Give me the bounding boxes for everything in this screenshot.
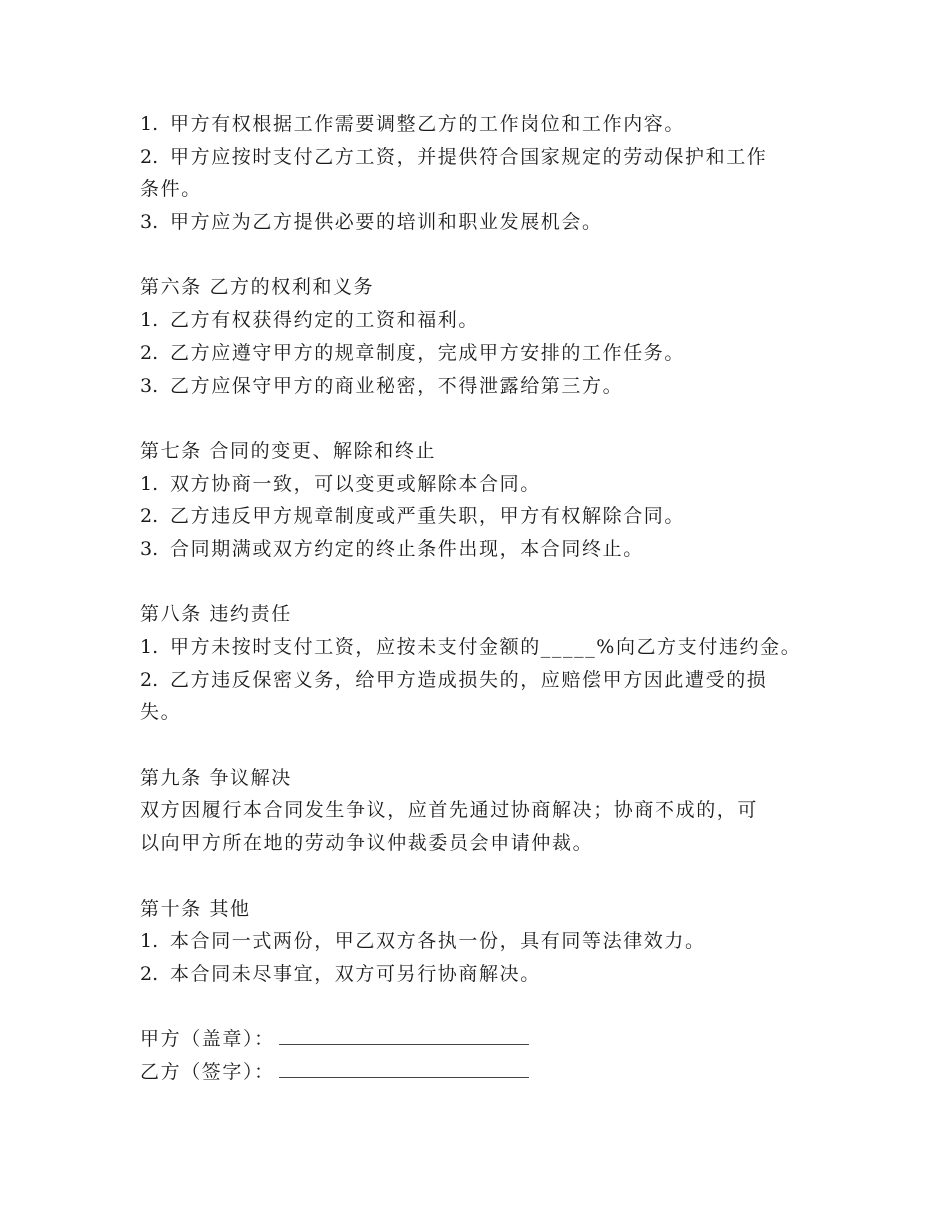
section-gap: [140, 566, 840, 599]
section-gap: [140, 729, 840, 762]
section-gap: [140, 991, 840, 1024]
list-item: 1. 本合同一式两份，甲乙双方各执一份，具有同等法律效力。: [140, 930, 706, 953]
list-item: 2. 乙方违反保密义务，给甲方造成损失的，应赔偿甲方因此遭受的损: [140, 668, 768, 691]
signature-party-a: 甲方（盖章）：: [140, 1023, 840, 1056]
list-item: 2. 乙方应遵守甲方的规章制度，完成甲方安排的工作任务。: [140, 341, 686, 364]
section-heading: 第八条 违约责任: [140, 603, 292, 626]
list-item: 2. 甲方应按时支付乙方工资，并提供符合国家规定的劳动保护和工作: [140, 145, 768, 168]
list-item-continuation: 失。: [140, 701, 182, 724]
section-gap: [140, 860, 840, 893]
list-item: 2. 本合同未尽事宜，双方可另行协商解决。: [140, 962, 541, 985]
list-item: 3. 乙方应保守甲方的商业秘密，不得泄露给第三方。: [140, 374, 624, 397]
section-gap: [140, 239, 840, 272]
section-gap: [140, 402, 840, 435]
list-item: 2. 乙方违反甲方规章制度或严重失职，甲方有权解除合同。: [140, 505, 686, 528]
paragraph-line: 以向甲方所在地的劳动争议仲裁委员会申请仲裁。: [140, 832, 594, 855]
paragraph-line: 双方因履行本合同发生争议，应首先通过协商解决；协商不成的，可: [140, 799, 759, 822]
section-heading: 第六条 乙方的权利和义务: [140, 276, 375, 299]
section-heading: 第十条 其他: [140, 897, 251, 920]
list-item: 1. 甲方有权根据工作需要调整乙方的工作岗位和工作内容。: [140, 113, 686, 135]
list-item-continuation: 条件。: [140, 178, 202, 201]
list-item: 1. 乙方有权获得约定的工资和福利。: [140, 309, 480, 332]
list-item: 1. 甲方未按时支付工资，应按未支付金额的_____%向乙方支付违约金。: [140, 636, 802, 658]
section-heading: 第七条 合同的变更、解除和终止: [140, 439, 437, 462]
signature-line-party-b: [279, 1056, 529, 1078]
signature-line-party-a: [279, 1023, 529, 1045]
contract-body: [140, 108, 840, 1089]
list-item: 3. 甲方应为乙方提供必要的培训和职业发展机会。: [140, 211, 603, 234]
section-heading: 第九条 争议解决: [140, 766, 292, 789]
signature-party-b: 乙方（签字）：: [140, 1056, 840, 1089]
list-item: 1. 双方协商一致，可以变更或解除本合同。: [140, 472, 541, 495]
list-item: 3. 合同期满或双方约定的终止条件出现，本合同终止。: [140, 537, 644, 560]
